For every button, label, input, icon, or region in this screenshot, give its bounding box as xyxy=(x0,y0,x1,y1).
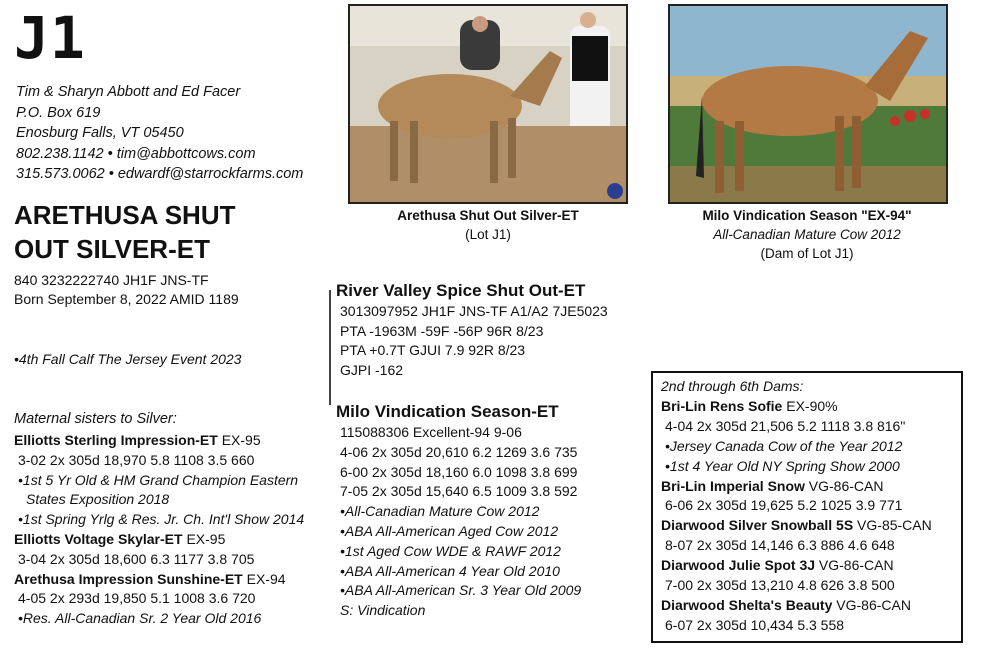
sire-line-1: 3013097952 JH1F JNS-TF A1/A2 7JE5023 xyxy=(340,303,608,319)
photo-1-caption xyxy=(348,206,628,244)
animal-name-line1: ARETHUSA SHUT xyxy=(14,200,236,230)
dam-honor-5: •ABA All-American Sr. 3 Year Old 2009 xyxy=(340,582,582,599)
sire-line-2: PTA -1963M -59F -56P 96R 8/23 xyxy=(340,322,544,339)
dam-4-name: Diarwood Silver Snowball 5S xyxy=(661,517,854,534)
sister-1-score: EX-95 xyxy=(217,432,261,448)
animal-honor: •4th Fall Calf The Jersey Event 2023 xyxy=(14,351,242,367)
dam-2-record: 4-04 2x 305d 21,506 5.2 1118 3.8 816" xyxy=(665,417,906,434)
sister-2-name: Elliotts Voltage Skylar-ET xyxy=(14,530,183,547)
consignor-po: P.O. Box 619 xyxy=(16,104,101,121)
sister-3-record: 4-05 2x 293d 19,850 5.1 1008 3.6 720 xyxy=(18,590,256,607)
sister-1-honor-1-cont: States Exposition 2018 xyxy=(26,491,170,508)
maternal-sisters-label: Maternal sisters to Silver: xyxy=(14,411,177,427)
photo-2-caption-sub2: (Dam of Lot J1) xyxy=(760,246,854,261)
dam-block xyxy=(336,401,581,621)
dam-5-name: Diarwood Julie Spot 3J xyxy=(661,557,816,574)
animal-birthdate: Born September 8, 2022 AMID 1189 xyxy=(14,291,239,307)
sister-3-honor-1: •Res. All-Canadian Sr. 2 Year Old 2016 xyxy=(18,610,262,627)
consignor-phone-2: 315.573.0062 • edwardf@starrockfarms.com xyxy=(16,166,304,182)
sister-2-heading xyxy=(14,530,314,550)
sire-name: River Valley Spice Shut Out-ET xyxy=(336,281,586,300)
dam-honor-4: •ABA All-American 4 Year Old 2010 xyxy=(340,562,560,579)
sister-1-heading xyxy=(14,431,314,451)
dam-3-score: VG-86-CAN xyxy=(804,477,884,494)
dam-5-record: 7-00 2x 305d 13,210 4.8 626 3.8 500 xyxy=(665,577,895,594)
dams-box-label: 2nd through 6th Dams: xyxy=(661,378,804,394)
dams-box-content xyxy=(661,377,932,636)
sire-block xyxy=(336,280,608,380)
sister-2-score: EX-95 xyxy=(182,530,226,547)
dam-name: Milo Vindication Season-ET xyxy=(336,402,559,421)
dam-record-3: 7-05 2x 305d 15,640 6.5 1009 3.8 592 xyxy=(340,483,578,500)
sister-1-record: 3-02 2x 305d 18,970 5.8 1108 3.5 660 xyxy=(18,451,255,468)
dam-honor-3: •1st Aged Cow WDE & RAWF 2012 xyxy=(340,542,561,559)
dam-3-name: Bri-Lin Imperial Snow xyxy=(661,477,805,494)
dam-2-honor-1: •Jersey Canada Cow of the Year 2012 xyxy=(665,437,903,454)
sire-line-3: PTA +0.7T GJUI 7.9 92R 8/23 xyxy=(340,342,526,358)
dam-6-score: VG-86-CAN xyxy=(832,596,911,613)
sister-3-heading xyxy=(14,570,314,590)
dam-6-heading xyxy=(661,596,932,616)
cow-photo-garden-icon xyxy=(670,6,946,202)
sire-line-4: GJPI -162 xyxy=(340,361,404,378)
dam-2-score: EX-90% xyxy=(782,397,838,414)
sister-1-honor-1: •1st 5 Yr Old & HM Grand Champion Eastern xyxy=(18,471,299,488)
dam-5-score: VG-86-CAN xyxy=(815,557,894,574)
animal-name xyxy=(14,198,235,266)
dam-line-1: 115088306 Excellent-94 9-06 xyxy=(340,424,522,440)
dam-4-heading xyxy=(661,516,932,536)
photo-2-caption xyxy=(662,206,952,263)
lot-number: J1 xyxy=(14,4,86,72)
cow-photo-show-ring-icon xyxy=(350,6,626,202)
consignor-phone-1: 802.238.1142 • tim@abbottcows.com xyxy=(16,145,256,162)
animal-name-line2: OUT SILVER-ET xyxy=(14,234,210,264)
dam-record-2: 6-00 2x 305d 18,160 6.0 1098 3.8 699 xyxy=(340,463,578,480)
dam-record-1: 4-06 2x 305d 20,610 6.2 1269 3.6 735 xyxy=(340,443,578,460)
consignor-contact xyxy=(16,82,303,185)
photo-2-caption-title: Milo Vindication Season "EX-94" xyxy=(702,208,912,223)
dam-2-name: Bri-Lin Rens Sofie xyxy=(661,397,783,414)
photo-1-caption-sub: (Lot J1) xyxy=(465,227,511,242)
dam-6-record: 6-07 2x 305d 10,434 5.3 558 xyxy=(665,616,845,633)
dam-4-score: VG-85-CAN xyxy=(853,517,932,534)
dam-6-name: Diarwood Shelta's Beauty xyxy=(661,596,833,613)
photo-dam xyxy=(668,4,948,204)
dam-3-record: 6-06 2x 305d 19,625 5.2 1025 3.9 771 xyxy=(665,497,903,514)
maternal-sisters-list xyxy=(14,431,314,629)
photo-1-caption-title: Arethusa Shut Out Silver-ET xyxy=(397,208,579,223)
consignor-names: Tim & Sharyn Abbott and Ed Facer xyxy=(16,84,241,100)
dam-3-heading xyxy=(661,477,932,497)
sister-3-score: EX-94 xyxy=(242,570,286,587)
dam-4-record: 8-07 2x 305d 14,146 6.3 886 4.6 648 xyxy=(665,537,895,554)
animal-registration xyxy=(14,271,239,309)
sister-3-name: Arethusa Impression Sunshine-ET xyxy=(14,570,243,587)
consignor-city: Enosburg Falls, VT 05450 xyxy=(16,125,184,141)
dam-5-heading xyxy=(661,556,932,576)
dam-honor-1: •All-Canadian Mature Cow 2012 xyxy=(340,503,540,520)
dam-2-heading xyxy=(661,397,932,417)
photo-2-caption-sub: All-Canadian Mature Cow 2012 xyxy=(713,227,901,242)
sister-1-name: Elliotts Sterling Impression-ET xyxy=(14,432,218,448)
sister-1-honor-2: •1st Spring Yrlg & Res. Jr. Ch. Int'l Show 2014 xyxy=(18,511,305,528)
pedigree-divider xyxy=(329,290,331,405)
photo-lot-animal xyxy=(348,4,628,204)
dam-honor-2: •ABA All-American Aged Cow 2012 xyxy=(340,522,559,539)
dam-2-honor-2: •1st 4 Year Old NY Spring Show 2000 xyxy=(665,457,900,474)
dam-sire: S: Vindication xyxy=(340,602,426,619)
sister-2-record: 3-04 2x 305d 18,600 6.3 1177 3.8 705 xyxy=(18,550,255,567)
animal-reg-number: 840 3232222740 JH1F JNS-TF xyxy=(14,272,209,288)
